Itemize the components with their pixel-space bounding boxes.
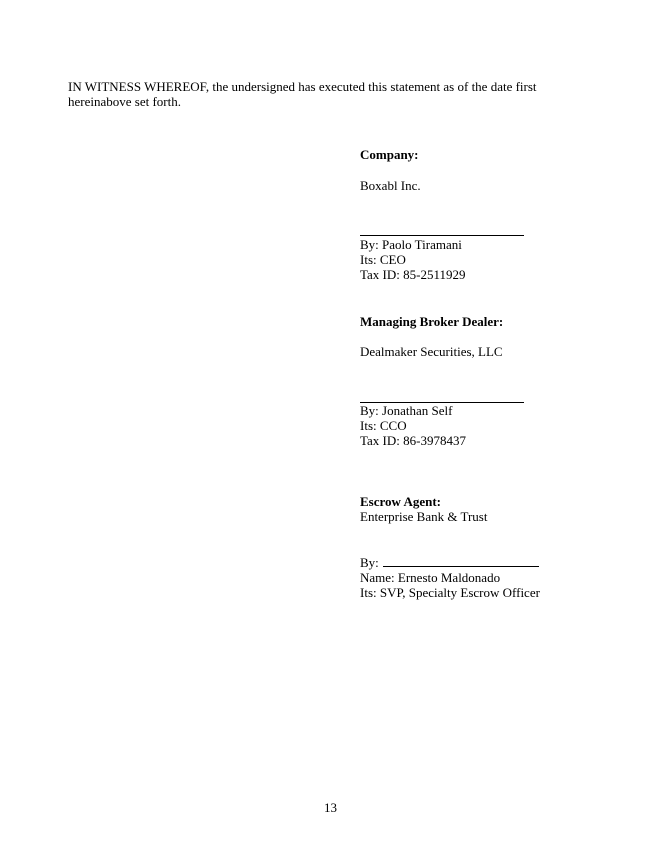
company-signer: By: Paolo Tiramani [360, 237, 462, 252]
escrow-signature-line [383, 555, 539, 567]
escrow-heading: Escrow Agent: [360, 494, 442, 509]
witness-clause [68, 79, 548, 109]
company-signature-line [360, 235, 524, 236]
broker-tax-id: Tax ID: 86-3978437 [360, 433, 466, 448]
broker-signer: By: Jonathan Self [360, 403, 453, 418]
page-number: 13 [324, 800, 337, 815]
company-heading: Company: [360, 147, 419, 162]
company-title: Its: CEO [360, 252, 406, 267]
escrow-signer: Name: Ernesto Maldonado [360, 570, 501, 585]
escrow-name: Enterprise Bank & Trust [360, 509, 488, 524]
witness-line-1: IN WITNESS WHEREOF, the undersigned has executed this statement as of the date first [68, 79, 537, 94]
escrow-by-label: By: [360, 555, 379, 570]
escrow-by-row [360, 555, 539, 571]
company-tax-id: Tax ID: 85-2511929 [360, 267, 466, 282]
broker-name: Dealmaker Securities, LLC [360, 344, 503, 359]
company-name: Boxabl Inc. [360, 178, 421, 193]
escrow-title: Its: SVP, Specialty Escrow Officer [360, 585, 540, 600]
witness-line-2: hereinabove set forth. [68, 94, 181, 109]
broker-title: Its: CCO [360, 418, 407, 433]
broker-heading: Managing Broker Dealer: [360, 314, 504, 329]
